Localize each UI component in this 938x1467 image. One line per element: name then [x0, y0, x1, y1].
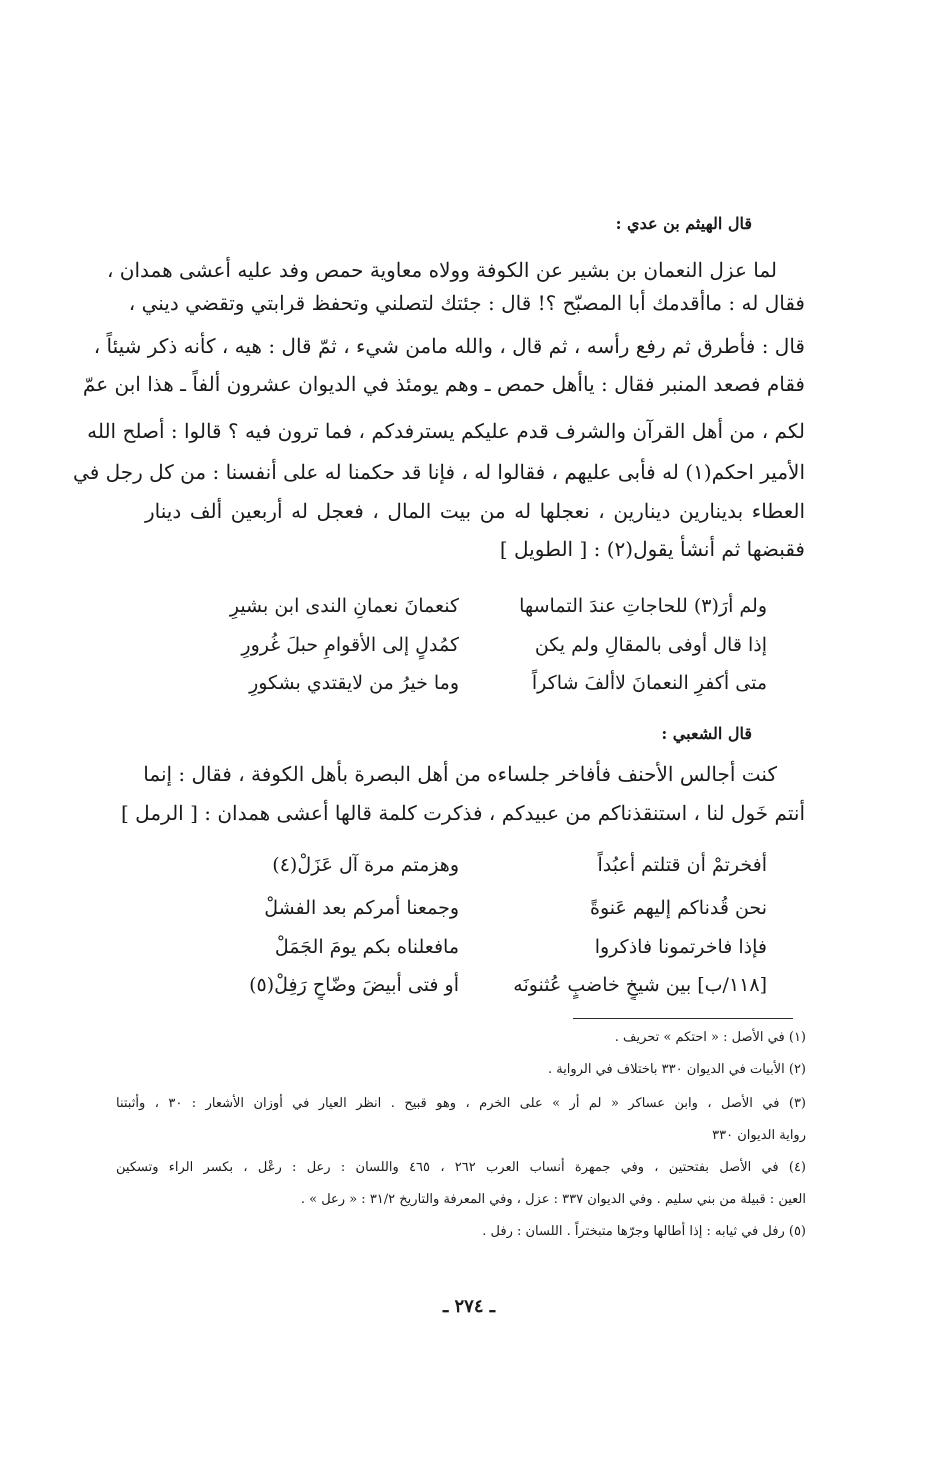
- verse-first-hemistich: فإذا فاخرتمونا فاذكروا: [594, 936, 767, 958]
- verse-row: [175, 668, 767, 700]
- verse-second-hemistich: كمُدلٍ إلى الأقوامِ حبلَ غُرورِ: [241, 634, 459, 656]
- footnote-continuation: رواية الديوان ٣٣٠: [712, 1128, 806, 1143]
- footnote: (٤) في الأصل بفتحتين ، وفي جمهرة أنساب العرب ٢٦٢ ، ٤٦٥ واللسان : رعل : رعْل ، بكسر الراء وتسكين: [116, 1160, 806, 1175]
- verse-second-hemistich: وهزمتم مرة آل عَزَلْ(٤): [272, 854, 459, 876]
- verse-first-hemistich: إذا قال أوفى بالمقالِ ولم يكن: [534, 634, 767, 656]
- verse-row: [175, 630, 767, 662]
- verse-row: [175, 850, 767, 882]
- verse-first-hemistich: [١١٨/ب] بين شيخٍ خاضبٍ عُثنونَه: [513, 974, 767, 996]
- prose-line: أنتم خَول لنا ، استنقذناكم من عبيدكم ، فذكرت كلمة قالها أعشى همدان : [ الرمل ]: [121, 801, 805, 825]
- prose-line: لما عزل النعمان بن بشير عن الكوفة وولاه معاوية حمص وفد عليه أعشى همدان ،: [106, 258, 777, 282]
- verse-first-hemistich: متى أكفرِ النعمانَ لاألفَ شاكراً: [531, 672, 767, 694]
- page-number: ـ ٢٧٤ ـ: [442, 1296, 496, 1317]
- footnote-continuation: العين : قبيلة من بني سليم . وفي الديوان ٣٣٧ : عزل ، وفي المعرفة والتاريخ ٣١/٢ : « رعل » .: [300, 1192, 806, 1207]
- footnote: (٣) في الأصل ، وابن عساكر « لم أر » على الخرم ، وهو قبيح . انظر العيار في أوزان الأشعار : ٣٠ ، وأثبتنا: [116, 1096, 806, 1111]
- verse-second-hemistich: كنعمانَ نعمانِ الندى ابن بشيرِ: [229, 595, 459, 617]
- verse-row: [175, 893, 767, 925]
- footnote: (٥) رفل في ثيابه : إذا أطالها وجرّها متبختراً . اللسان : رفل .: [482, 1224, 806, 1239]
- verse-first-hemistich: نحن قُدناكم إليهم عَنوةً: [589, 897, 767, 919]
- prose-line: كنت أجالس الأحنف فأفاخر جلساءه من أهل البصرة بأهل الكوفة ، فقال : إنما: [143, 762, 777, 786]
- footnote-divider: [573, 1018, 793, 1019]
- verse-second-hemistich: وما خيرُ من لايقتدي بشكورِ: [249, 672, 459, 694]
- verse-second-hemistich: مافعلناه بكم يومَ الجَمَلْ: [274, 936, 459, 958]
- prose-line: لكم ، من أهل القرآن والشرف قدم عليكم يسترفدكم ، فما ترون فيه ؟ قالوا : أصلح الله: [87, 419, 805, 443]
- prose-line: فقال له : ماأقدمك أبا المصبّح ؟! قال : جئتك لتصلني وتحفظ قرابتي وتقضي ديني ،: [128, 291, 805, 315]
- verse-row: [175, 591, 767, 623]
- verse-first-hemistich: أفخرتمْ أن قتلتم أعبُداً: [597, 854, 767, 876]
- verse-second-hemistich: وجمعنا أمركم بعد الفشلْ: [264, 897, 459, 919]
- verse-first-hemistich: ولم أرَ(٣) للحاجاتِ عندَ التماسها: [519, 595, 767, 617]
- prose-line: فقبضها ثم أنشأ يقول(٢) : [ الطويل ]: [499, 537, 805, 561]
- prose-line: قال : فأطرق ثم رفع رأسه ، ثم قال ، والله مامن شيء ، ثمّ قال : هيه ، كأنه ذكر شيئاً ،: [93, 334, 805, 358]
- footnote: (٢) الأبيات في الديوان ٣٣٠ باختلاف في الرواية .: [547, 1062, 806, 1077]
- prose-line: فقام فصعد المنبر فقال : ياأهل حمص ـ وهم يومئذ في الديوان عشرون ألفاً ـ هذا ابن عمّ: [82, 372, 805, 396]
- footnote: (١) في الأصل : « احتكم » تحريف .: [614, 1030, 806, 1045]
- section-heading-shabi: قال الشعبي :: [661, 724, 752, 743]
- prose-line: العطاء بدينارين دينارين ، نعجلها له من بيت المال ، فعجل له أربعين ألف دينار: [145, 499, 805, 523]
- prose-line: الأمير احكم(١) له فأبى عليهم ، فقالوا له ، فإنا قد حكمنا له على أنفسنا : من كل رجل في: [73, 460, 805, 484]
- verse-second-hemistich: أو فتى أبيضَ وضّاحٍ رَفِلْ(٥): [249, 974, 459, 996]
- verse-row: [175, 970, 767, 1002]
- verse-row: [175, 932, 767, 964]
- section-heading-haytham: قال الهيثم بن عدي :: [615, 214, 752, 233]
